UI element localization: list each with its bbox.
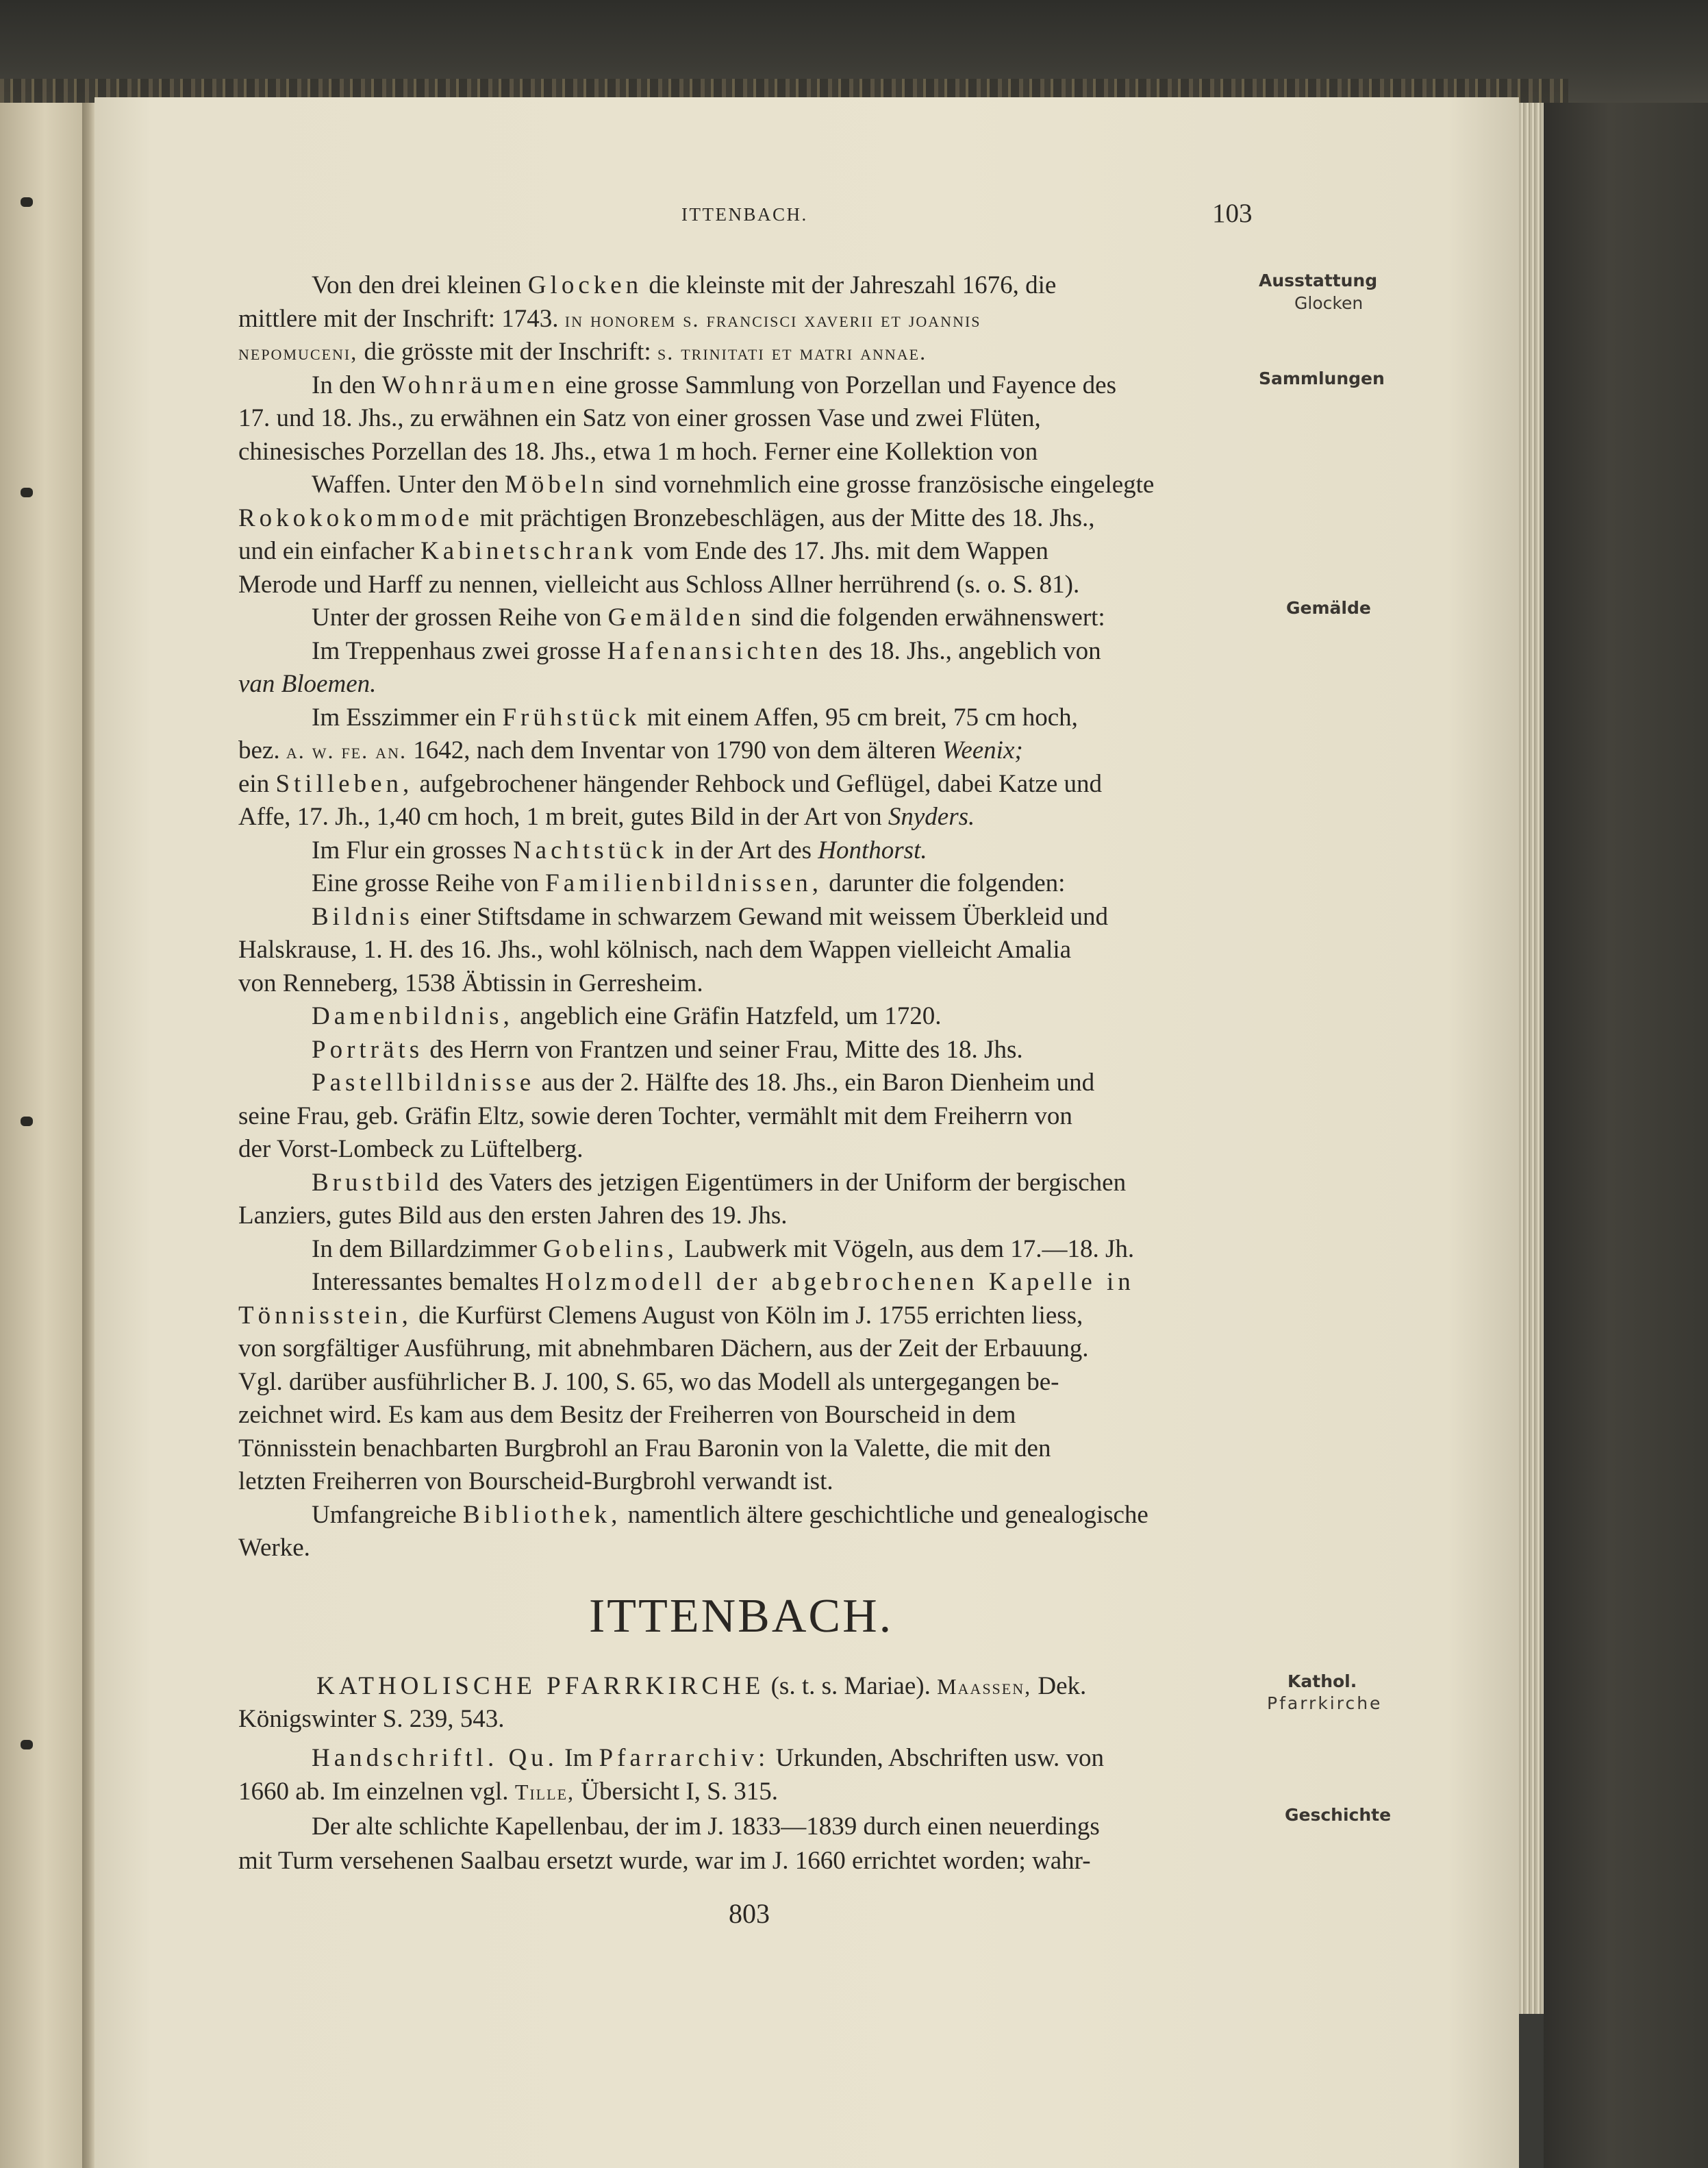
left-page-edge [0, 103, 82, 2168]
spaced-emphasis: Tönnisstein, [238, 1301, 412, 1330]
text-line [312, 836, 1325, 866]
text-line [238, 736, 1252, 766]
plain-text: ein [238, 769, 276, 798]
book-gutter [82, 103, 95, 2168]
small-caps-text: Maassen, [937, 1674, 1032, 1699]
plain-text: aufgebrochener hängender Rehbock und Geflügel, dabei Katze und [413, 769, 1103, 798]
plain-text: Affe, 17. Jh., 1,40 cm hoch, 1 m breit, gutes Bild in der Art von [238, 803, 888, 831]
binding-hole [21, 1117, 33, 1126]
spaced-emphasis: Bildnis [312, 902, 414, 931]
spaced-emphasis: Kabinetschrank [420, 537, 638, 565]
text-line [312, 869, 1325, 899]
italic-name: Snyders. [888, 803, 975, 831]
spaced-emphasis: Nachtstück [512, 836, 668, 864]
small-caps-text: nepomuceni, [238, 340, 358, 364]
book-cover-right [1544, 103, 1708, 2168]
text-line [238, 769, 1252, 799]
plain-text: aus der 2. Hälfte des 18. Jhs., ein Baron Dienheim und [535, 1069, 1095, 1097]
text-line [312, 1068, 1325, 1098]
text-line [238, 802, 1252, 832]
plain-text: zeichnet wird. Es kam aus dem Besitz der Freiherren von Bourscheid in dem [238, 1401, 1016, 1429]
margin-note-kathol: Kathol. [1288, 1671, 1357, 1691]
binding-hole [21, 488, 33, 497]
plain-text: Im [557, 1744, 599, 1772]
plain-text: Der alte schlichte Kapellenbau, der im J. 1833—1839 durch einen neuerdings [312, 1812, 1100, 1841]
margin-note-geschichte: Geschichte [1285, 1805, 1392, 1825]
spaced-emphasis: Glocken [527, 271, 643, 299]
plain-text: Waffen. Unter den [312, 471, 505, 499]
text-line [238, 935, 1252, 965]
text-line [238, 1134, 1252, 1164]
margin-note-gemaelde: Gemälde [1286, 598, 1371, 618]
text-line [238, 570, 1252, 600]
text-line [238, 1846, 1252, 1876]
spaced-emphasis: Porträts [312, 1035, 424, 1064]
text-line [312, 1500, 1325, 1530]
spaced-emphasis: Wohnräumen [381, 371, 560, 399]
plain-text: des 18. Jhs., angeblich von [822, 636, 1101, 665]
plain-text: Unter der grossen Reihe von [312, 603, 608, 632]
spaced-emphasis: Gemälden [607, 603, 745, 632]
plain-text: von sorgfältiger Ausführung, mit abnehmbaren Dächern, aus der Zeit der Erbauung. [238, 1334, 1089, 1362]
plain-text: in der Art des [668, 836, 818, 864]
plain-text: Übersicht I, S. 315. [575, 1778, 779, 1806]
spaced-emphasis: Handschriftl. Qu. [312, 1744, 558, 1772]
spaced-emphasis: Stilleben, [275, 769, 414, 798]
margin-note-sammlungen: Sammlungen [1259, 369, 1385, 388]
text-line [312, 703, 1325, 733]
small-caps-text: s. trinitati et matri annae. [657, 340, 927, 364]
plain-text: 1642, nach dem Inventar von 1790 von dem älteren [406, 736, 942, 764]
small-caps-text: Tille, [514, 1780, 575, 1804]
plain-text: Im Treppenhaus zwei grosse [312, 636, 607, 665]
spaced-emphasis: Pastellbildnisse [312, 1069, 536, 1097]
text-line [312, 371, 1325, 401]
plain-text: Tönnisstein benachbarten Burgbrohl an Frau Baronin von la Valette, die mit den [238, 1434, 1051, 1462]
text-line [238, 669, 1252, 699]
plain-text: mit prächtigen Bronzebeschlägen, aus der Mitte des 18. Jhs., [473, 503, 1095, 532]
plain-text: letzten Freiherren von Bourscheid-Burgbrohl verwandt ist. [238, 1467, 833, 1495]
text-line [238, 304, 1252, 334]
italic-name: Weenix; [942, 736, 1023, 764]
plain-text: von Renneberg, 1538 Äbtissin in Gerresheim. [238, 969, 703, 997]
sheet-number: 803 [729, 1898, 770, 1929]
text-line [238, 1400, 1252, 1430]
section-title: ITTENBACH. [589, 1590, 894, 1643]
text-line [238, 437, 1252, 467]
plain-text: mit einem Affen, 95 cm breit, 75 cm hoch, [640, 703, 1078, 732]
plain-text: Von den drei kleinen [312, 271, 528, 299]
binding-hole [21, 1740, 33, 1749]
plain-text: des Vaters des jetzigen Eigentümers in der Uniform der bergischen [442, 1168, 1127, 1197]
page-stack-edge [1519, 103, 1544, 2014]
spaced-emphasis: Rokokokommode [238, 503, 474, 532]
text-line [312, 1267, 1325, 1297]
small-caps-text: a. w. fe. an. [286, 738, 407, 763]
text-line [238, 1367, 1252, 1397]
text-line [312, 1812, 1325, 1842]
plain-text: seine Frau, geb. Gräfin Eltz, sowie deren Tochter, vermählt mit dem Freiherrn von [238, 1101, 1072, 1130]
plain-text: sind die folgenden erwähnenswert: [744, 603, 1105, 632]
running-header: ITTENBACH. [681, 204, 808, 225]
text-line [312, 1743, 1325, 1773]
plain-text: Interessantes bemaltes [312, 1268, 546, 1296]
plain-text: der Vorst-Lombeck zu Lüftelberg. [238, 1135, 583, 1163]
text-line [238, 969, 1252, 999]
spaced-emphasis: Familienbildnissen, [545, 869, 823, 897]
spaced-emphasis: Damenbildnis, [312, 1002, 514, 1030]
text-line [238, 1334, 1252, 1364]
small-caps-text: in honorem s. francisci xaverii et joannis [564, 306, 981, 332]
plain-text: angeblich eine Gräfin Hatzfeld, um 1720. [513, 1002, 942, 1030]
plain-text: Vgl. darüber ausführlicher B. J. 100, S. 65, wo das Modell als untergegangen be- [238, 1367, 1059, 1396]
plain-text: Laubwerk mit Vögeln, aus dem 17.—18. Jh. [677, 1234, 1135, 1263]
text-line [238, 1777, 1252, 1807]
plain-text: Eine grosse Reihe von [312, 869, 546, 897]
margin-note-pfarrkirche: Pfarrkirche [1267, 1693, 1383, 1713]
spaced-emphasis: Holzmodell der abgebrochenen Kapelle in [545, 1268, 1135, 1296]
plain-text: Urkunden, Abschriften usw. von [769, 1744, 1105, 1772]
italic-name: van Bloemen. [238, 670, 377, 698]
text-line [312, 470, 1325, 500]
text-line [312, 1035, 1325, 1065]
plain-text: bez. [238, 736, 286, 764]
plain-text: Halskrause, 1. H. des 16. Jhs., wohl kölnisch, nach dem Wappen vielleicht Amalia [238, 936, 1072, 964]
text-line [238, 403, 1252, 434]
spaced-emphasis: Gobelins, [543, 1234, 678, 1263]
plain-text: des Herrn von Frantzen und seiner Frau, Mitte des 18. Jhs. [423, 1035, 1023, 1064]
text-line [238, 536, 1252, 566]
spaced-emphasis: Möbeln [504, 471, 609, 499]
plain-text: sind vornehmlich eine grosse französische eingelegte [608, 471, 1155, 499]
spaced-emphasis: KATHOLISCHE PFARRKIRCHE [316, 1672, 765, 1700]
plain-text: In dem Billardzimmer [312, 1234, 544, 1263]
page-number: 103 [1212, 199, 1253, 228]
text-line [238, 1434, 1252, 1464]
text-line [312, 603, 1325, 633]
plain-text: Dek. [1031, 1672, 1087, 1700]
plain-text: Umfangreiche [312, 1500, 463, 1529]
text-line [312, 902, 1325, 932]
plain-text: die kleinste mit der Jahreszahl 1676, die [642, 271, 1057, 299]
text-line [312, 636, 1325, 666]
plain-text: mittlere mit der Inschrift: 1743. [238, 304, 565, 333]
plain-text: die grösste mit der Inschrift: [357, 338, 657, 366]
plain-text: die Kurfürst Clemens August von Köln im J. 1755 errichten liess, [412, 1301, 1083, 1330]
plain-text: Merode und Harff zu nennen, vielleicht aus Schloss Allner herrührend (s. o. S. 81). [238, 570, 1080, 599]
plain-text: Königswinter S. 239, 543. [238, 1705, 505, 1733]
plain-text: Lanziers, gutes Bild aus den ersten Jahren des 19. Jhs. [238, 1201, 788, 1230]
plain-text: 1660 ab. Im einzelnen vgl. [238, 1778, 515, 1806]
text-line [238, 1467, 1252, 1497]
binding-hole [21, 197, 33, 207]
plain-text: einer Stiftsdame in schwarzem Gewand mit weissem Überkleid und [413, 902, 1109, 931]
spaced-emphasis: Frühstück [502, 703, 641, 732]
plain-text: Werke. [238, 1534, 310, 1562]
plain-text: 17. und 18. Jhs., zu erwähnen ein Satz von einer grossen Vase und zwei Flüten, [238, 404, 1041, 432]
margin-note-glocken: Glocken [1294, 293, 1364, 313]
text-line [312, 1168, 1325, 1198]
text-line [238, 1301, 1252, 1331]
spaced-emphasis: Bibliothek, [462, 1500, 622, 1529]
plain-text: mit Turm versehenen Saalbau ersetzt wurde, war im J. 1660 errichtet worden; wahr- [238, 1847, 1091, 1875]
plain-text: vom Ende des 17. Jhs. mit dem Wappen [637, 537, 1048, 565]
plain-text: eine grosse Sammlung von Porzellan und Fayence des [559, 371, 1116, 399]
spaced-emphasis: Hafenansichten [607, 636, 822, 665]
plain-text: In den [312, 371, 382, 399]
plain-text: (s. t. s. Mariae). [764, 1672, 938, 1700]
spaced-emphasis: Brustbild [312, 1168, 443, 1197]
margin-note-ausstattung: Ausstattung [1259, 271, 1378, 290]
text-line [238, 1201, 1252, 1231]
plain-text: chinesisches Porzellan des 18. Jhs., etwa 1 m hoch. Ferner eine Kollektion von [238, 437, 1038, 466]
text-line [238, 1704, 1252, 1734]
italic-name: Honthorst. [818, 836, 927, 864]
text-line [238, 503, 1252, 534]
text-line [316, 1671, 1330, 1702]
text-line [238, 337, 1252, 367]
spaced-emphasis: Pfarrarchiv: [599, 1744, 770, 1772]
plain-text: namentlich ältere geschichtliche und genealogische [621, 1500, 1148, 1529]
text-line [312, 271, 1325, 301]
plain-text: darunter die folgenden: [822, 869, 1066, 897]
plain-text: und ein einfacher [238, 537, 421, 565]
text-line [312, 1001, 1325, 1032]
text-line [238, 1533, 1252, 1563]
text-line [238, 1101, 1252, 1132]
plain-text: Im Flur ein grosses [312, 836, 513, 864]
plain-text: Im Esszimmer ein [312, 703, 503, 732]
text-line [312, 1234, 1325, 1264]
